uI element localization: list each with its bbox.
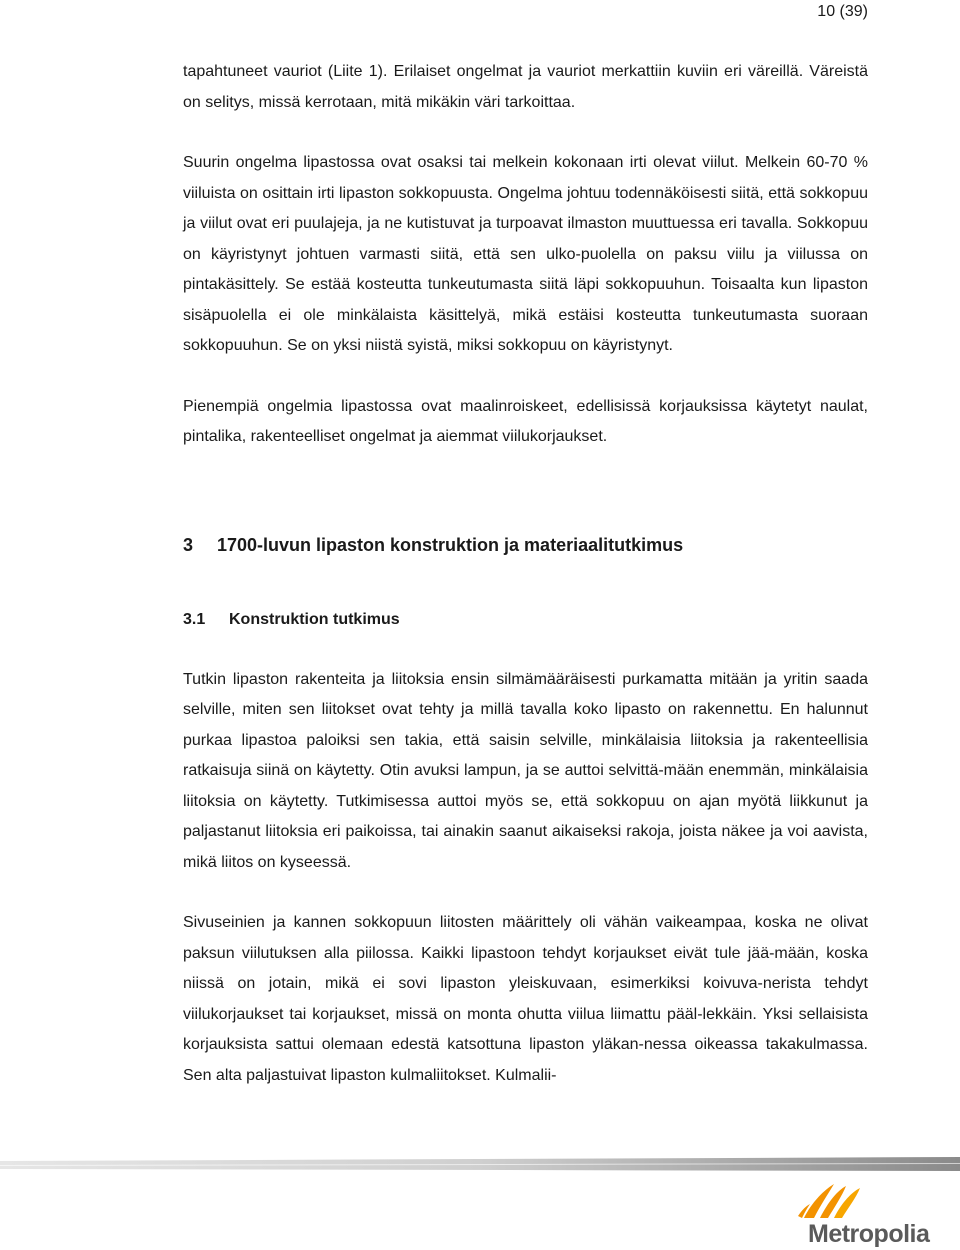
page-number: 10 (39) [817,3,868,20]
subsection-heading-3-1 [183,609,868,631]
paragraph-veneer-problem: Suurin ongelma lipastossa ovat osaksi tai melkein kokonaan irti olevat viilut. Melkein 60-70 % viiluista on osittain irti lipaston sokkopuusta. Ongelma johtuu todennäköisesti siitä, että sokkopuu ja viilut ovat eri puulajeja, ja ne kutistuvat ja turpoavat ilmaston muuttuessa eri tavalla. Sokkopuu on käyristynyt johtuen varmasti siitä, että sen ulko-puolella on paksu viilu ja viilussa on pintakäsittely. Se estää kosteutta tunkeutumasta siitä läpi sokkopuuhun. Toisaalta kun lipaston sisäpuolella ei ole minkälaista käsittelyä, mikä estäisi kosteutta tunkeutumasta suoraan sokkopuuhun. Se on yksi niistä syistä, miksi sokkopuu on käyristynyt. [183,154,868,354]
paragraph-minor-problems: Pienempiä ongelmia lipastossa ovat maalinroiskeet, edellisissä korjauksissa käytetyt naulat, pintalika, rakenteelliset ongelmat ja aiemmat viilukorjaukset. [183,397,868,445]
paragraph-joint-identification: Sivuseinien ja kannen sokkopuun liitosten määrittely oli vähän vaikeampaa, koska ne olivat paksun viilutuksen alla piilossa. Kaikki lipastoon tehdyt korjaukset eivät tule jää-mään, koska niissä on jotain, mikä ei sovi lipaston yleiskuvaan, esimerkiksi koivuva-nerista tehdyt viilukorjaukset tai korjaukset, missä on monta ohutta viilua liimattu pääl-lekkäin. Yksi sellaisista korjauksista sattui olemaan edestä katsottuna lipaston yläkan-nessa oikeassa takakulmassa. Sen alta paljastuivat lipaston kulmaliitokset. Kulmalii- [183,914,868,1084]
subsection-title: Konstruktion tutkimus [229,610,400,628]
document-body [183,57,868,1091]
subsection-number: 3.1 [183,610,206,628]
paragraph-construction-study: Tutkin lipaston rakenteita ja liitoksia ensin silmämääräisesti purkamatta mitään ja yritin saada selville, miten sen liitokset ovat tehty ja millä tavalla koko lipasto on rakennettu. En halunnut purkaa lipastoa paloiksi sen takia, että saisin selville, minkälaisia liitoksia ja rakenteellisia ratkaisuja siinä on käytetty. Otin avuksi lampun, ja se auttoi selvittä-mään enemmän, minkälaisia liitoksia on käytetty. Tutkimisessa auttoi myös se, että sokkopuu on ajan myötä liikkunut ja paljastanut liitoksia eri paikoissa, tai ainakin saanut aikaiseksi rakoja, joista näkee ja voi aavista, mikä liitos on kyseessä. [183,670,868,871]
section-title: 1700-luvun lipaston konstruktion ja materiaalitutkimus [217,534,684,555]
metropolia-logo-text: Metropolia [808,1220,930,1248]
section-number: 3 [183,534,194,555]
footer-decorative-band [0,1155,960,1173]
paragraph-damage-legend: tapahtuneet vauriot (Liite 1). Erilaiset ongelmat ja vauriot merkattiin kuviin eri väreillä. Väreistä on selitys, missä kerrotaan, mitä mikäkin väri tarkoittaa. [183,63,868,111]
section-heading-3 [183,533,868,557]
